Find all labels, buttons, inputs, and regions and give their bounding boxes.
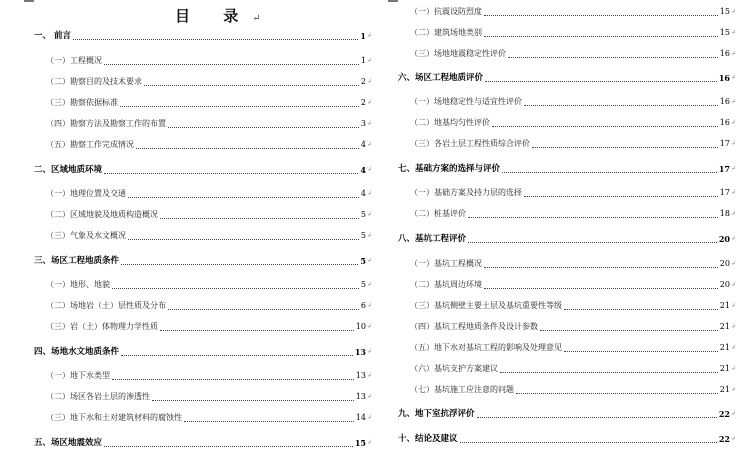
toc-entry[interactable] bbox=[398, 27, 736, 39]
paragraph-mark-icon: ↲ bbox=[730, 365, 736, 372]
toc-entry-label: （二）区域地貌及地质构造概况 bbox=[46, 210, 158, 219]
toc-entry-label: 五、场区地震效应 bbox=[34, 438, 103, 448]
toc-entry-label: （二）建筑场地类别 bbox=[410, 28, 482, 37]
toc-entry[interactable] bbox=[34, 139, 372, 151]
toc-entry-page: 4 bbox=[360, 140, 366, 149]
toc-entry[interactable] bbox=[398, 321, 736, 333]
page-corner-left bbox=[24, 0, 34, 2]
dot-leader bbox=[104, 446, 353, 447]
toc-entry-label: 十、结论及建议 bbox=[398, 434, 458, 444]
toc-entry[interactable] bbox=[34, 437, 372, 449]
toc-entry[interactable] bbox=[34, 164, 372, 176]
paragraph-mark-icon: ↲ bbox=[730, 344, 736, 351]
paragraph-mark-icon: ↲ bbox=[730, 140, 736, 147]
toc-entry[interactable] bbox=[398, 138, 736, 150]
dot-leader bbox=[516, 393, 718, 394]
paragraph-mark-icon: ↲ bbox=[366, 348, 372, 355]
toc-entry-label: 九、地下室抗浮评价 bbox=[398, 409, 475, 419]
dot-leader bbox=[168, 309, 359, 310]
toc-entry-page: 3 bbox=[360, 119, 366, 128]
dot-leader bbox=[128, 239, 359, 240]
toc-entry-label: （六）基坑支护方案建议 bbox=[410, 364, 498, 373]
toc-entry-page: 21 bbox=[719, 322, 730, 331]
toc-entry-page: 1 bbox=[360, 56, 366, 65]
toc-entry[interactable] bbox=[34, 346, 372, 358]
toc-entry[interactable] bbox=[34, 370, 372, 382]
toc-entry-label: （四）勘察方法及勘察工作的布置 bbox=[46, 119, 166, 128]
toc-entry-page: 20 bbox=[718, 234, 730, 244]
toc-entry-label: （二）场地岩（土）层性质及分布 bbox=[46, 301, 166, 310]
toc-entry-page: 16 bbox=[719, 49, 730, 58]
toc-entry[interactable] bbox=[34, 300, 372, 312]
toc-entry[interactable] bbox=[398, 300, 736, 312]
paragraph-mark-icon: ↲ bbox=[366, 190, 372, 197]
toc-entry-page: 13 bbox=[355, 392, 366, 401]
dot-leader bbox=[484, 36, 718, 37]
toc-entry-page: 13 bbox=[355, 371, 366, 380]
dot-leader bbox=[540, 330, 718, 331]
toc-entry-page: 21 bbox=[719, 385, 730, 394]
toc-entry-label: 四、场地水文地质条件 bbox=[34, 347, 120, 357]
toc-entry-label: 八、基坑工程评价 bbox=[398, 234, 467, 244]
toc-entry[interactable] bbox=[398, 208, 736, 220]
toc-entry-page: 15 bbox=[719, 7, 730, 16]
dot-leader bbox=[524, 196, 718, 197]
toc-entry-label: （一）地形、地貌 bbox=[46, 280, 110, 289]
toc-entry-label: （二）场区各岩土层的渗透性 bbox=[46, 392, 150, 401]
toc-entry-page: 6 bbox=[360, 301, 366, 310]
toc-title-text: 目 录 bbox=[175, 7, 253, 25]
toc-entry-page: 17 bbox=[719, 188, 730, 197]
toc-entry[interactable] bbox=[398, 279, 736, 291]
toc-entry-page: 22 bbox=[718, 434, 730, 444]
toc-entry-label: （五）勘察工作完成情况 bbox=[46, 140, 134, 149]
paragraph-mark-icon: ↲ bbox=[730, 29, 736, 36]
paragraph-mark-icon: ↲ bbox=[730, 386, 736, 393]
paragraph-mark-icon: ↲ bbox=[730, 260, 736, 267]
dot-leader bbox=[128, 197, 359, 198]
toc-entry[interactable] bbox=[398, 48, 736, 60]
toc-entry-page: 2 bbox=[360, 98, 366, 107]
toc-entry-page: 16 bbox=[719, 97, 730, 106]
page-corner-right bbox=[388, 0, 398, 2]
toc-entry-page: 2 bbox=[360, 77, 366, 86]
paragraph-mark-icon: ↲ bbox=[366, 166, 372, 173]
toc-entry-label: （三）岩（土）体物理力学性质 bbox=[46, 322, 158, 331]
toc-entry-page: 15 bbox=[719, 28, 730, 37]
paragraph-mark-icon: ↲ bbox=[730, 281, 736, 288]
paragraph-mark-icon: ↲ bbox=[366, 393, 372, 400]
dot-leader bbox=[136, 148, 359, 149]
dot-leader bbox=[104, 173, 358, 174]
dot-leader bbox=[104, 64, 359, 65]
toc-entry-label: （一）场地稳定性与适宜性评价 bbox=[410, 97, 522, 106]
dot-leader bbox=[500, 372, 718, 373]
toc-entry-label: （三）各岩土层工程性质综合评价 bbox=[410, 139, 530, 148]
paragraph-mark-icon: ↲ bbox=[730, 323, 736, 330]
toc-entry-label: （四）基坑工程地质条件及设计参数 bbox=[410, 322, 538, 331]
toc-entry-label: （二）桩基评价 bbox=[410, 209, 466, 218]
dot-leader bbox=[564, 351, 718, 352]
paragraph-mark-icon: ↲ bbox=[730, 74, 736, 81]
dot-leader bbox=[485, 81, 717, 82]
toc-entry-page: 13 bbox=[354, 347, 366, 357]
toc-entry-label: （一）工程概况 bbox=[46, 56, 102, 65]
dot-leader bbox=[112, 379, 354, 380]
dot-leader bbox=[120, 106, 359, 107]
toc-entry-page: 14 bbox=[355, 413, 366, 422]
toc-entry[interactable] bbox=[398, 408, 736, 420]
dot-leader bbox=[152, 400, 354, 401]
toc-entry-page: 21 bbox=[719, 364, 730, 373]
dot-leader bbox=[144, 85, 359, 86]
toc-entry[interactable] bbox=[398, 163, 736, 175]
toc-entry[interactable] bbox=[398, 117, 736, 129]
toc-entry-page: 4 bbox=[360, 165, 366, 175]
toc-entry-label: （七）基坑施工应注意的问题 bbox=[410, 385, 514, 394]
toc-entry-label: （三）勘察依据标准 bbox=[46, 98, 118, 107]
toc-entry-page: 21 bbox=[719, 301, 730, 310]
toc-entry[interactable] bbox=[398, 433, 736, 445]
paragraph-mark-icon: ↲ bbox=[366, 78, 372, 85]
paragraph-mark-icon: ↲ bbox=[730, 8, 736, 15]
toc-entry[interactable] bbox=[398, 6, 736, 18]
toc-entry[interactable] bbox=[34, 412, 372, 424]
paragraph-mark-icon: ↲ bbox=[730, 435, 736, 442]
toc-entry[interactable] bbox=[398, 363, 736, 375]
toc-entry-page: 20 bbox=[719, 280, 730, 289]
toc-entry-label: （三）气象及水文概况 bbox=[46, 231, 126, 240]
paragraph-mark-icon: ↲ bbox=[366, 141, 372, 148]
toc-entry[interactable] bbox=[34, 30, 372, 42]
toc-entry-page: 10 bbox=[355, 322, 366, 331]
dot-leader bbox=[502, 172, 717, 173]
toc-entry-page: 20 bbox=[719, 259, 730, 268]
dot-leader bbox=[524, 105, 718, 106]
paragraph-mark-icon: ↲ bbox=[366, 257, 372, 264]
dot-leader bbox=[492, 126, 718, 127]
paragraph-mark-icon: ↲ bbox=[366, 57, 372, 64]
toc-entry[interactable] bbox=[398, 233, 736, 245]
dot-leader bbox=[468, 217, 718, 218]
toc-title bbox=[175, 5, 261, 26]
dot-leader bbox=[508, 57, 718, 58]
toc-entry-page: 1 bbox=[360, 31, 366, 41]
toc-entry[interactable] bbox=[34, 188, 372, 200]
toc-entry-page: 5 bbox=[360, 231, 366, 240]
dot-leader bbox=[484, 15, 718, 16]
toc-entry-page: 22 bbox=[718, 409, 730, 419]
toc-entry-label: （二）地基均匀性评价 bbox=[410, 118, 490, 127]
dot-leader bbox=[477, 417, 717, 418]
dot-leader bbox=[532, 147, 718, 148]
toc-entry[interactable] bbox=[398, 187, 736, 199]
dot-leader bbox=[564, 309, 718, 310]
toc-entry[interactable] bbox=[398, 96, 736, 108]
paragraph-mark-icon: ↲ bbox=[730, 210, 736, 217]
paragraph-mark-icon: ↲ bbox=[730, 410, 736, 417]
paragraph-mark-icon: ↲ bbox=[730, 165, 736, 172]
dot-leader bbox=[121, 355, 353, 356]
dot-leader bbox=[184, 421, 354, 422]
dot-leader bbox=[121, 264, 358, 265]
toc-entry-label: （一）地理位置及交通 bbox=[46, 189, 126, 198]
toc-entry-label: （一）基坑工程概况 bbox=[410, 259, 482, 268]
toc-entry[interactable] bbox=[398, 72, 736, 84]
toc-entry-page: 5 bbox=[360, 280, 366, 289]
dot-leader bbox=[112, 288, 359, 289]
paragraph-mark-icon: ↲ bbox=[366, 372, 372, 379]
paragraph-mark-icon: ↲ bbox=[366, 32, 372, 39]
toc-entry-label: （五）地下水对基坑工程的影响及处理意见 bbox=[410, 343, 562, 352]
toc-entry[interactable] bbox=[34, 118, 372, 130]
paragraph-mark-icon: ↵ bbox=[252, 13, 261, 24]
paragraph-mark-icon: ↲ bbox=[366, 281, 372, 288]
toc-entry[interactable] bbox=[398, 384, 736, 396]
toc-entry-label: （一）基础方案及持力层的选择 bbox=[410, 188, 522, 197]
dot-leader bbox=[160, 330, 354, 331]
toc-entry-label: 二、区域地质环境 bbox=[34, 165, 103, 175]
paragraph-mark-icon: ↲ bbox=[730, 235, 736, 242]
toc-entry-page: 18 bbox=[719, 209, 730, 218]
toc-entry[interactable] bbox=[398, 342, 736, 354]
toc-entry-page: 16 bbox=[718, 73, 730, 83]
toc-entry-label: 一、 前言 bbox=[34, 31, 71, 41]
toc-entry-page: 16 bbox=[719, 118, 730, 127]
paragraph-mark-icon: ↲ bbox=[366, 99, 372, 106]
toc-entry-page: 4 bbox=[360, 189, 366, 198]
dot-leader bbox=[484, 267, 718, 268]
toc-entry-page: 17 bbox=[718, 164, 730, 174]
paragraph-mark-icon: ↲ bbox=[366, 323, 372, 330]
toc-entry[interactable] bbox=[34, 209, 372, 221]
toc-entry-label: （二）基坑周边环境 bbox=[410, 280, 482, 289]
paragraph-mark-icon: ↲ bbox=[730, 50, 736, 57]
paragraph-mark-icon: ↲ bbox=[366, 414, 372, 421]
toc-entry-page: 5 bbox=[360, 256, 366, 266]
toc-entry-page: 15 bbox=[354, 438, 366, 448]
dot-leader bbox=[468, 242, 717, 243]
toc-entry-label: （三）基坑侧壁主要土层及基坑重要性等级 bbox=[410, 301, 562, 310]
toc-entry-page: 5 bbox=[360, 210, 366, 219]
toc-entry[interactable] bbox=[34, 230, 372, 242]
toc-entry-label: （一）地下水类型 bbox=[46, 371, 110, 380]
paragraph-mark-icon: ↲ bbox=[366, 211, 372, 218]
toc-entry[interactable] bbox=[34, 255, 372, 267]
toc-entry-label: （二）勘察目的及技术要求 bbox=[46, 77, 142, 86]
toc-entry-page: 21 bbox=[719, 343, 730, 352]
toc-entry[interactable] bbox=[398, 258, 736, 270]
toc-entry-page: 17 bbox=[719, 139, 730, 148]
toc-entry[interactable] bbox=[34, 391, 372, 403]
paragraph-mark-icon: ↲ bbox=[730, 189, 736, 196]
paragraph-mark-icon: ↲ bbox=[730, 98, 736, 105]
toc-entry-label: （三）场地地震稳定性评价 bbox=[410, 49, 506, 58]
dot-leader bbox=[168, 127, 359, 128]
toc-entry-label: 六、场区工程地质评价 bbox=[398, 73, 484, 83]
paragraph-mark-icon: ↲ bbox=[366, 302, 372, 309]
paragraph-mark-icon: ↲ bbox=[730, 119, 736, 126]
toc-entry[interactable] bbox=[34, 97, 372, 109]
paragraph-mark-icon: ↲ bbox=[366, 232, 372, 239]
toc-entry[interactable] bbox=[34, 55, 372, 67]
dot-leader bbox=[73, 39, 358, 40]
paragraph-mark-icon: ↲ bbox=[366, 120, 372, 127]
toc-entry-label: （三）地下水和土对建筑材料的腐蚀性 bbox=[46, 413, 182, 422]
paragraph-mark-icon: ↲ bbox=[730, 302, 736, 309]
toc-entry[interactable] bbox=[34, 321, 372, 333]
toc-entry[interactable] bbox=[34, 76, 372, 88]
toc-entry-label: 七、基础方案的选择与评价 bbox=[398, 164, 501, 174]
toc-entry-label: 三、场区工程地质条件 bbox=[34, 256, 120, 266]
dot-leader bbox=[484, 288, 718, 289]
dot-leader bbox=[460, 442, 717, 443]
paragraph-mark-icon: ↲ bbox=[366, 439, 372, 446]
toc-entry[interactable] bbox=[34, 279, 372, 291]
toc-entry-label: （一）抗震设防烈度 bbox=[410, 7, 482, 16]
dot-leader bbox=[160, 218, 359, 219]
